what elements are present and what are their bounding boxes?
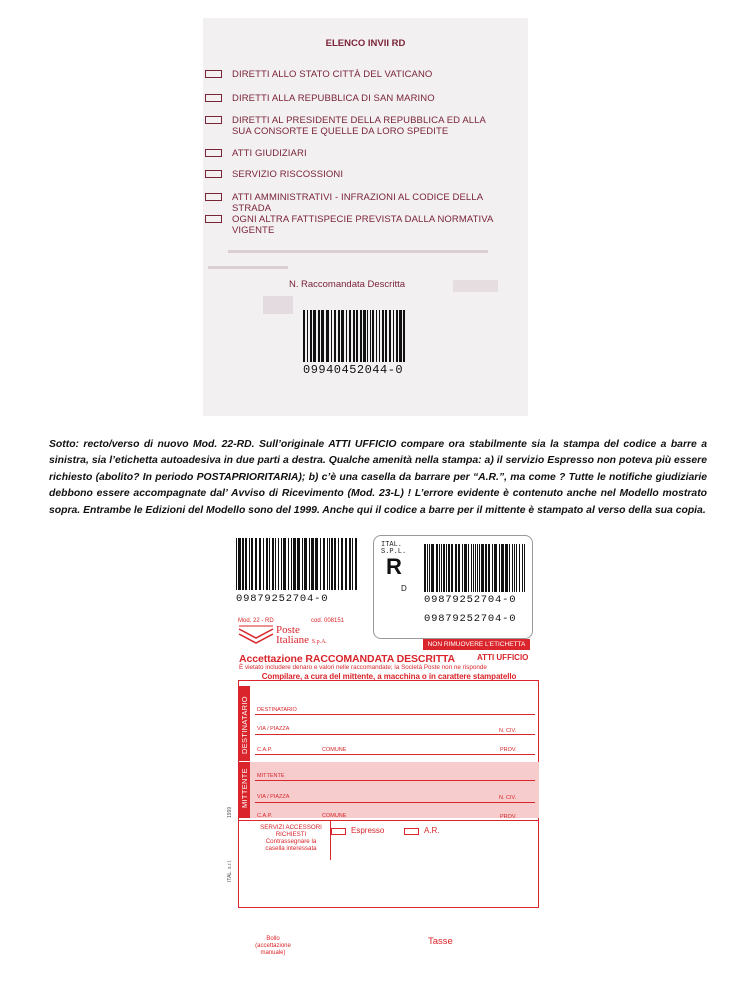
barcode-bar [242,538,244,590]
barcode-bar [481,544,484,592]
barcode-bar [499,544,500,592]
barcode-bar [485,544,487,592]
bottom-form-scan [221,522,552,960]
top-form-title: ELENCO INVII RD [325,38,406,49]
poste-italiane-logo [276,625,327,647]
barcode-bar [448,544,450,592]
barcode-bar [309,538,310,590]
top-form-scan [203,18,528,416]
barcode-bar [334,538,336,590]
barcode-bar [259,538,261,590]
show-through-mark [208,266,288,269]
barcode-bar [399,310,402,362]
barcode-bar [323,538,325,590]
cod-label: cod. 008151 [311,618,345,624]
bollo-area [243,936,303,957]
barcode-bar [393,310,394,362]
field-label: VIA / PIAZZA [257,794,290,800]
barcode-bar [356,310,358,362]
r-letter: R [386,554,402,579]
barcode-bar [251,538,253,590]
rd-item-label: DIRETTI AL PRESIDENTE DELLA REPUBBLICA ED ALLA SUA CONSORTE E QUELLE DA LORO SPEDITE [232,115,486,137]
barcode-bar [303,310,305,362]
barcode-bar [341,538,343,590]
rd-item-label: DIRETTI ALLO STATO CITTÀ DEL VATICANO [232,69,433,80]
show-through-mark [453,280,498,292]
checkbox-icon [205,193,222,201]
barcode-number: 09940452044-0 [303,363,404,377]
barcode-bar [376,310,377,362]
barcode-bar [385,310,387,362]
barcode-bar [382,310,384,362]
mod-label: Mod. 22 - RD [238,618,274,624]
barcode-bar [338,538,339,590]
barcode-bar [468,544,469,592]
barcode-bar [320,538,321,590]
field-label: C.A.P. [257,813,273,819]
barcode-bar [471,544,472,592]
servizi-line-1: SERVIZI ACCESSORI [260,824,322,831]
barcode-bar [451,544,453,592]
barcode-bar [311,538,314,590]
barcode-bar [272,538,274,590]
barcode-bar [329,538,330,590]
barcode-bar [389,310,391,362]
barcode-bar [318,310,320,362]
mittente-band-label: MITTENTE [240,768,249,808]
field-label: N. CIV. [499,795,517,801]
barcode-bar [341,310,344,362]
barcode-bar [429,544,430,592]
field-label: COMUNE [322,747,347,753]
poste-envelope-icon [238,625,274,650]
barcode-bar [516,544,517,592]
ar-checkbox[interactable] [404,828,419,835]
vietato-notice: È vietato includere denaro e valori nelle raccomandate; la Società Poste non ne risponde [239,664,487,671]
barcode-bar [291,538,292,590]
barcode-bar [302,538,303,590]
barcode-bar [441,544,442,592]
barcode-bar [403,310,405,362]
rd-item-label: OGNI ALTRA FATTISPECIE PREVISTA DALLA NORMATIVA VIGENTE [232,214,493,236]
field-line [255,780,535,781]
ar-label: A.R. [424,826,440,835]
barcode-bar [327,538,328,590]
field-label: COMUNE [322,813,347,819]
destinatario-band-label: DESTINATARIO [240,696,249,754]
section-divider [238,820,539,821]
checkbox-icon [205,70,222,78]
caption-text: Sotto: recto/verso di nuovo Mod. 22-RD. Sull’originale ATTI UFFICIO compare ora stabilmente sia la stampa del codice a barre a sinistra, sia l’etichetta autoadesiva in due parti a destra. Qualche amenità nella stampa: a) il servizio Espresso non poteva più essere richiesto (abolito? In periodo POSTAPRIORITARIA); b) c’è una casella da barrare per “A.R.”, ma come ? Tutte le notifiche giudiziarie debbono essere accompagnate dal’ Avviso di Ricevimento (Mod. 23-L) ! L’errore evidente è contenuto anche nel Modello mostrato sopra. Entrambe le Edizioni del Modello sono del 1999. Anche qui il codice a barre per il mittente è stampato al verso della sua copia. [49,439,707,516]
barcode-bar [424,544,426,592]
barcode-bar [346,310,347,362]
show-through-mark [228,250,488,253]
rd-item-label: ATTI AMMINISTRATIVI - INFRAZIONI AL CODICE DELLA STRADA [232,192,483,214]
year-vertical: 1999 [227,806,233,818]
servizi-divider [330,820,331,860]
barcode-bar [236,538,237,590]
field-label: VIA / PIAZZA [257,726,290,732]
label-number: 09879252704-0 [424,613,517,625]
barcode-bar [338,310,340,362]
field-line [255,714,535,715]
barcode-bar [514,544,515,592]
acceptance-title: Accettazione RACCOMANDATA DESCRITTA [239,653,456,665]
barcode-bar [475,544,476,592]
barcode-bar [396,310,398,362]
barcode-bar [293,538,296,590]
racc-prefix: N. [289,279,299,290]
barcode-bar [263,538,264,590]
barcode-bar [245,538,247,590]
barcode-bar [326,310,329,362]
tasse-label: Tasse [428,936,453,947]
field-label: PROV. [500,747,517,753]
barcode-bar [278,538,279,590]
barcode-bar [464,544,467,592]
barcode-bar [238,538,241,590]
field-line [255,802,535,803]
servizi-line-4: casella interessata [265,845,317,852]
rd-item-label: SERVIZIO RISCOSSIONI [232,169,344,180]
ital-stamp: ITAL. S.P.L. [381,541,407,556]
rd-item-label: ATTI GIUDIZIARI [232,148,307,159]
barcode-bar [313,310,316,362]
barcode-bar [266,538,268,590]
espresso-label: Espresso [351,826,385,835]
barcode-bar [427,544,428,592]
bollo-label: Bollo [266,936,280,942]
barcode-image [424,544,526,592]
barcode-bar [360,310,362,362]
barcode-bar [352,538,353,590]
poste-name-italiane: Italiane [276,634,309,646]
barcode-bar [372,310,374,362]
barcode-bar [492,544,493,592]
barcode-bar [297,538,300,590]
show-through-mark [263,296,293,314]
barcode-bar [345,538,347,590]
non-rimuovere-banner: NON RIMUOVERE L’ETICHETTA [423,639,530,650]
barcode-bar [439,544,440,592]
barcode-bar [283,538,286,590]
barcode-bar [310,310,312,362]
checkbox-icon [205,94,222,102]
mittente-area [250,762,539,818]
barcode-bar [473,544,474,592]
barcode-bar [512,544,513,592]
barcode-bar [315,538,318,590]
barcode-bar [321,310,324,362]
checkbox-icon [205,215,222,223]
barcode-bar [379,310,380,362]
barcode-image [236,538,358,590]
poste-name-line-2 [276,635,327,647]
barcode-bar [458,544,460,592]
barcode-bar [355,538,357,590]
field-label: MITTENTE [257,773,285,779]
barcode-bar [488,544,490,592]
field-label: N. CIV. [499,728,517,734]
barcode-bar [522,544,523,592]
field-label: PROV. [500,814,517,820]
barcode-bar [288,538,289,590]
poste-name-line-1: Poste [276,624,300,636]
barcode-bar [494,544,497,592]
barcode-bar [331,538,333,590]
barcode-bar [304,538,307,590]
atti-ufficio-label: ATTI UFFICIO [477,653,529,662]
barcode-bar [281,538,282,590]
barcode-bar [353,310,355,362]
checkbox-icon [205,116,222,124]
servizi-line-3: Contrassegnare la [265,838,317,845]
barcode-bar [443,544,445,592]
barcode-bar [269,538,270,590]
checkbox-icon [205,170,222,178]
checkbox-icon [205,149,222,157]
printer-vertical: ITAL. s.r.l. [227,859,233,882]
servizi-accessori-label [252,824,330,852]
barcode-bar [249,538,250,590]
poste-spa: S.p.A. [311,639,327,645]
field-label: C.A.P. [257,747,273,753]
barcode-bar [331,310,332,362]
barcode-bar [479,544,480,592]
barcode-bar [505,544,508,592]
barcode-bar [367,310,368,362]
barcode-bar [334,310,336,362]
barcode-bar [524,544,525,592]
rd-item-label: DIRETTI ALLA REPUBBLICA DI SAN MARINO [232,93,435,104]
field-label: DESTINATARIO [257,707,297,713]
barcode-bar [436,544,438,592]
barcode-bar [431,544,434,592]
barcode-bar [446,544,447,592]
barcode-bar [349,310,351,362]
barcode-bar [363,310,366,362]
barcode-bar [455,544,457,592]
barcode-bar [509,544,510,592]
field-line [255,734,535,735]
barcode-bar [349,538,351,590]
barcode-bar [370,310,371,362]
barcode-bar [501,544,504,592]
bollo-sub-label: (accettazione manuale) [255,943,291,956]
barcode-image [303,310,405,362]
barcode-bar [462,544,463,592]
barcode-bar [477,544,478,592]
servizi-line-2: RICHIESTI [275,831,307,838]
espresso-checkbox[interactable] [331,828,346,835]
barcode-bar [255,538,257,590]
barcode-bar [275,538,276,590]
barcode-bar [307,310,308,362]
compilare-instructions: Compilare, a cura del mittente, a macchina o in carattere stampatello [261,672,517,681]
barcode-number: 09879252704-0 [424,594,517,606]
raccomandata-label: Raccomandata Descritta [301,279,406,290]
field-line [255,754,535,755]
d-letter: D [401,584,407,593]
barcode-number: 09879252704-0 [236,593,329,605]
barcode-bar [519,544,520,592]
